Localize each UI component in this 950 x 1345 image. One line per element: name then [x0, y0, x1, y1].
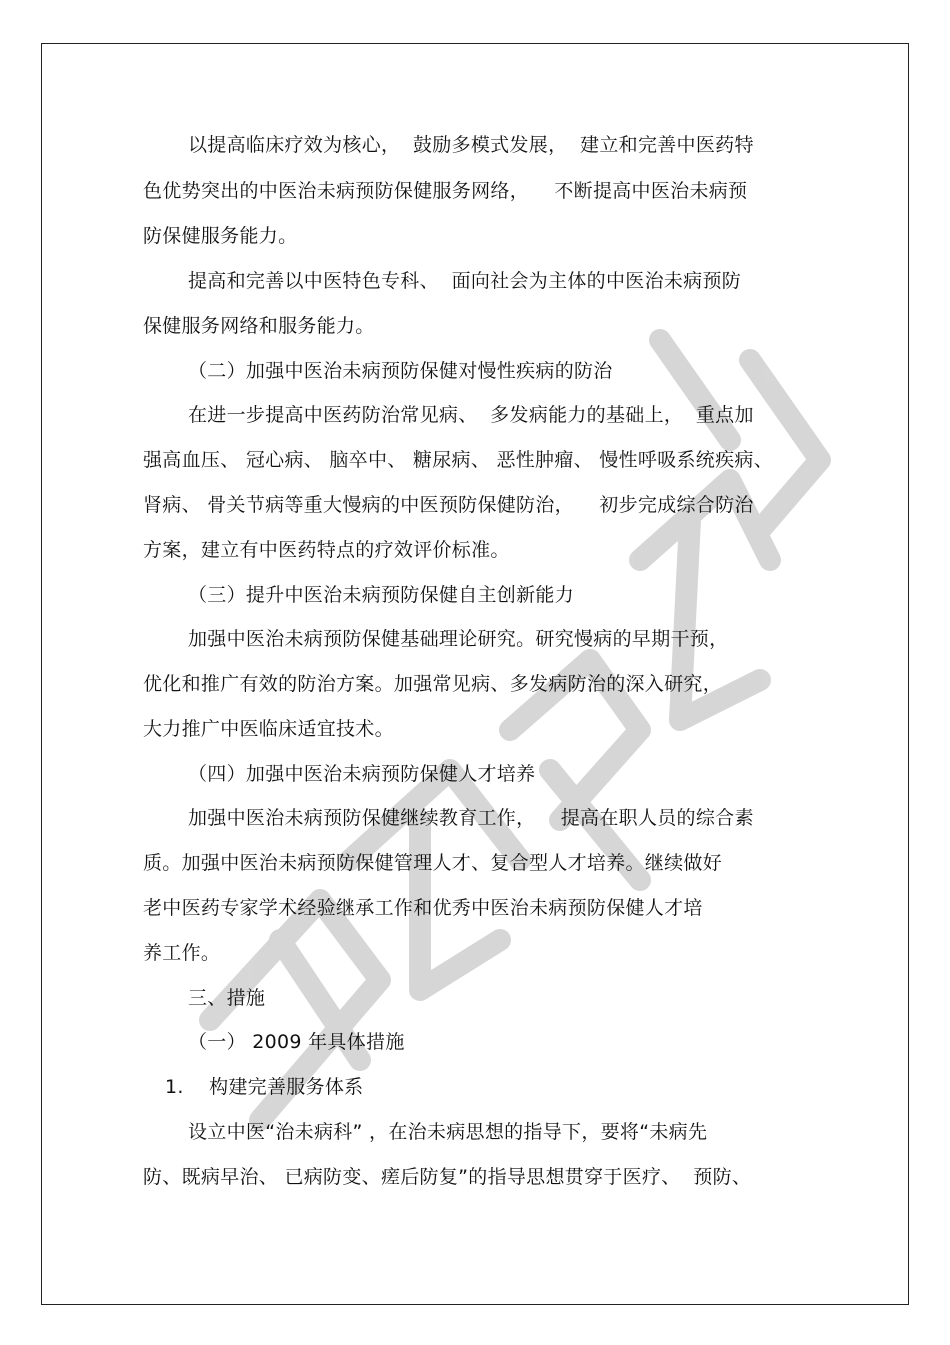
paragraph-line: 肾病、 骨关节病等重大慢病的中医预防保健防治， 初步完成综合防治	[143, 494, 754, 516]
paragraph-line: 提高和完善以中医特色专科、 面向社会为主体的中医治未病预防	[188, 270, 742, 292]
paragraph-line: 在进一步提高中医药防治常见病、 多发病能力的基础上， 重点加	[188, 404, 754, 426]
section-heading: （三）提升中医治未病预防保健自主创新能力	[188, 584, 575, 606]
paragraph-line: 色优势突出的中医治未病预防保健服务网络， 不断提高中医治未病预	[143, 180, 748, 202]
paragraph-line: 强高血压、 冠心病、 脑卒中、 糖尿病、 恶性肿瘤、 慢性呼吸系统疾病、	[143, 449, 773, 471]
paragraph-line: 设立中医“治未病科” ，在治未病思想的指导下，要将“未病先	[188, 1121, 708, 1143]
paragraph-line: 质。加强中医治未病预防保健管理人才、复合型人才培养。继续做好	[143, 852, 723, 874]
section-heading: （四）加强中医治未病预防保健人才培养	[188, 763, 536, 785]
paragraph-line: 方案，建立有中医药特点的疗效评价标准。	[143, 539, 510, 561]
paragraph-line: 防、既病早治、 已病防变、瘥后防复”的指导思想贯穿于医疗、 预防、	[143, 1166, 752, 1188]
paragraph-line: 老中医药专家学术经验继承工作和优秀中医治未病预防保健人才培	[143, 897, 703, 919]
paragraph-line: 加强中医治未病预防保健基础理论研究。研究慢病的早期干预，	[188, 628, 729, 650]
paragraph-line: 养工作。	[143, 942, 221, 964]
numbered-heading: 1. 构建完善服务体系	[165, 1076, 364, 1098]
paragraph-line: 以提高临床疗效为核心， 鼓励多模式发展， 建立和完善中医药特	[188, 134, 754, 156]
paragraph-line: 加强中医治未病预防保健继续教育工作， 提高在职人员的综合素	[188, 807, 754, 829]
subsection-heading: （一） 2009 年具体措施	[188, 1031, 405, 1053]
section-heading: （二）加强中医治未病预防保健对慢性疾病的防治	[188, 360, 613, 382]
section-heading: 三、措施	[188, 987, 266, 1009]
paragraph-line: 优化和推广有效的防治方案。加强常见病、多发病防治的深入研究，	[143, 673, 723, 695]
paragraph-line: 大力推广中医临床适宜技术。	[143, 718, 394, 740]
paragraph-line: 保健服务网络和服务能力。	[143, 315, 375, 337]
paragraph-line: 防保健服务能力。	[143, 225, 298, 247]
